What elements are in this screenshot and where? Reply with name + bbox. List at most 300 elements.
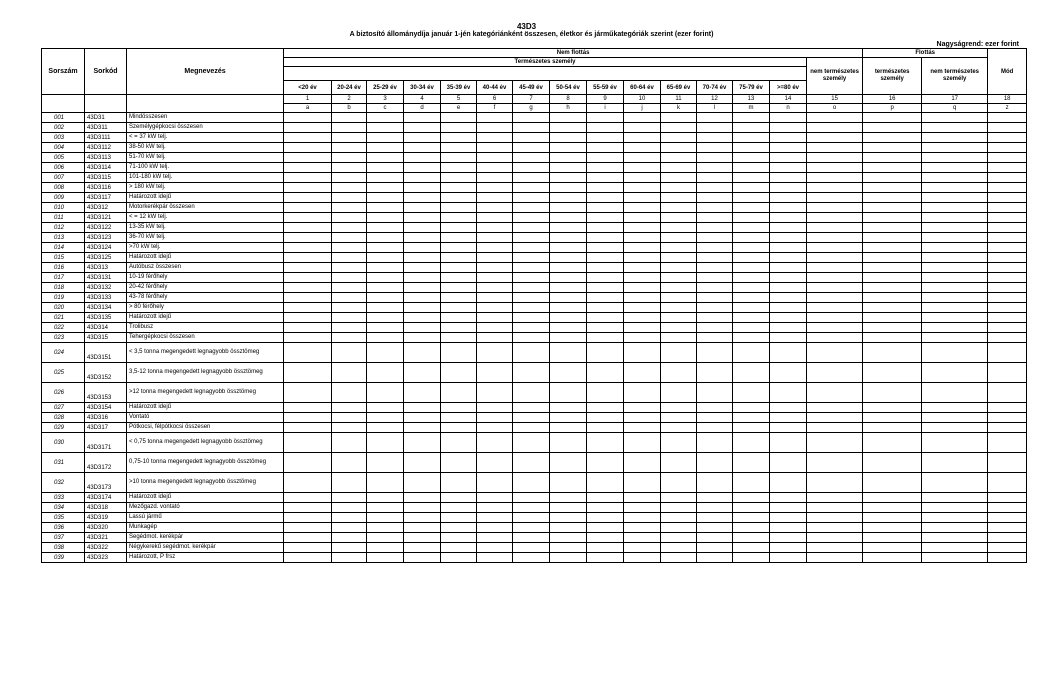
data-cell[interactable]: [587, 343, 624, 363]
data-cell[interactable]: [770, 263, 807, 273]
data-cell[interactable]: [733, 223, 770, 233]
data-cell[interactable]: [863, 273, 922, 283]
data-cell[interactable]: [441, 283, 477, 293]
data-cell[interactable]: [988, 303, 1027, 313]
data-cell[interactable]: [587, 273, 624, 283]
data-cell[interactable]: [733, 303, 770, 313]
data-cell[interactable]: [661, 263, 697, 273]
data-cell[interactable]: [441, 263, 477, 273]
data-cell[interactable]: [697, 123, 733, 133]
data-cell[interactable]: [587, 153, 624, 163]
data-cell[interactable]: [770, 313, 807, 323]
data-cell[interactable]: [733, 123, 770, 133]
data-cell[interactable]: [284, 223, 332, 233]
data-cell[interactable]: [404, 473, 441, 493]
data-cell[interactable]: [922, 513, 988, 523]
data-cell[interactable]: [550, 223, 587, 233]
data-cell[interactable]: [441, 143, 477, 153]
data-cell[interactable]: [441, 383, 477, 403]
data-cell[interactable]: [284, 313, 332, 323]
data-cell[interactable]: [988, 233, 1027, 243]
data-cell[interactable]: [404, 113, 441, 123]
data-cell[interactable]: [332, 223, 367, 233]
data-cell[interactable]: [332, 423, 367, 433]
data-cell[interactable]: [441, 473, 477, 493]
data-cell[interactable]: [477, 403, 513, 413]
data-cell[interactable]: [807, 293, 863, 303]
data-cell[interactable]: [367, 273, 404, 283]
data-cell[interactable]: [441, 323, 477, 333]
data-cell[interactable]: [477, 523, 513, 533]
data-cell[interactable]: [550, 413, 587, 423]
data-cell[interactable]: [550, 143, 587, 153]
data-cell[interactable]: [661, 423, 697, 433]
data-cell[interactable]: [404, 193, 441, 203]
data-cell[interactable]: [477, 503, 513, 513]
data-cell[interactable]: [404, 343, 441, 363]
data-cell[interactable]: [441, 403, 477, 413]
data-cell[interactable]: [922, 363, 988, 383]
data-cell[interactable]: [807, 123, 863, 133]
data-cell[interactable]: [367, 433, 404, 453]
data-cell[interactable]: [807, 253, 863, 263]
data-cell[interactable]: [477, 253, 513, 263]
data-cell[interactable]: [477, 163, 513, 173]
data-cell[interactable]: [332, 523, 367, 533]
data-cell[interactable]: [624, 553, 661, 563]
data-cell[interactable]: [697, 153, 733, 163]
data-cell[interactable]: [624, 333, 661, 343]
data-cell[interactable]: [807, 223, 863, 233]
data-cell[interactable]: [332, 313, 367, 323]
data-cell[interactable]: [624, 493, 661, 503]
data-cell[interactable]: [367, 183, 404, 193]
data-cell[interactable]: [661, 403, 697, 413]
data-cell[interactable]: [661, 313, 697, 323]
data-cell[interactable]: [587, 313, 624, 323]
data-cell[interactable]: [441, 113, 477, 123]
data-cell[interactable]: [770, 473, 807, 493]
data-cell[interactable]: [863, 243, 922, 253]
data-cell[interactable]: [922, 423, 988, 433]
data-cell[interactable]: [404, 403, 441, 413]
data-cell[interactable]: [477, 363, 513, 383]
data-cell[interactable]: [332, 213, 367, 223]
data-cell[interactable]: [513, 293, 550, 303]
data-cell[interactable]: [404, 543, 441, 553]
data-cell[interactable]: [770, 303, 807, 313]
data-cell[interactable]: [367, 473, 404, 493]
data-cell[interactable]: [332, 383, 367, 403]
data-cell[interactable]: [697, 173, 733, 183]
data-cell[interactable]: [513, 233, 550, 243]
data-cell[interactable]: [550, 513, 587, 523]
data-cell[interactable]: [624, 313, 661, 323]
data-cell[interactable]: [697, 543, 733, 553]
data-cell[interactable]: [477, 423, 513, 433]
data-cell[interactable]: [284, 233, 332, 243]
data-cell[interactable]: [863, 293, 922, 303]
data-cell[interactable]: [807, 553, 863, 563]
data-cell[interactable]: [624, 213, 661, 223]
data-cell[interactable]: [988, 123, 1027, 133]
data-cell[interactable]: [661, 123, 697, 133]
data-cell[interactable]: [661, 143, 697, 153]
data-cell[interactable]: [441, 183, 477, 193]
data-cell[interactable]: [513, 163, 550, 173]
data-cell[interactable]: [770, 283, 807, 293]
data-cell[interactable]: [922, 533, 988, 543]
data-cell[interactable]: [863, 283, 922, 293]
data-cell[interactable]: [922, 293, 988, 303]
data-cell[interactable]: [661, 243, 697, 253]
data-cell[interactable]: [733, 213, 770, 223]
data-cell[interactable]: [587, 323, 624, 333]
data-cell[interactable]: [332, 133, 367, 143]
data-cell[interactable]: [587, 133, 624, 143]
data-cell[interactable]: [587, 383, 624, 403]
data-cell[interactable]: [661, 223, 697, 233]
data-cell[interactable]: [441, 313, 477, 323]
data-cell[interactable]: [697, 333, 733, 343]
data-cell[interactable]: [988, 113, 1027, 123]
data-cell[interactable]: [404, 153, 441, 163]
data-cell[interactable]: [770, 503, 807, 513]
data-cell[interactable]: [284, 363, 332, 383]
data-cell[interactable]: [404, 293, 441, 303]
data-cell[interactable]: [332, 143, 367, 153]
data-cell[interactable]: [367, 513, 404, 523]
data-cell[interactable]: [697, 243, 733, 253]
data-cell[interactable]: [697, 383, 733, 403]
data-cell[interactable]: [733, 523, 770, 533]
data-cell[interactable]: [284, 283, 332, 293]
data-cell[interactable]: [587, 173, 624, 183]
data-cell[interactable]: [477, 493, 513, 503]
data-cell[interactable]: [922, 133, 988, 143]
data-cell[interactable]: [477, 213, 513, 223]
data-cell[interactable]: [733, 413, 770, 423]
data-cell[interactable]: [807, 453, 863, 473]
data-cell[interactable]: [513, 323, 550, 333]
data-cell[interactable]: [988, 323, 1027, 333]
data-cell[interactable]: [807, 473, 863, 493]
data-cell[interactable]: [807, 233, 863, 243]
data-cell[interactable]: [988, 503, 1027, 513]
data-cell[interactable]: [477, 413, 513, 423]
data-cell[interactable]: [863, 153, 922, 163]
data-cell[interactable]: [404, 123, 441, 133]
data-cell[interactable]: [624, 383, 661, 403]
data-cell[interactable]: [770, 523, 807, 533]
data-cell[interactable]: [988, 273, 1027, 283]
data-cell[interactable]: [770, 123, 807, 133]
data-cell[interactable]: [624, 323, 661, 333]
data-cell[interactable]: [441, 133, 477, 143]
data-cell[interactable]: [367, 253, 404, 263]
data-cell[interactable]: [367, 313, 404, 323]
data-cell[interactable]: [367, 173, 404, 183]
data-cell[interactable]: [587, 263, 624, 273]
data-cell[interactable]: [332, 513, 367, 523]
data-cell[interactable]: [477, 243, 513, 253]
data-cell[interactable]: [697, 293, 733, 303]
data-cell[interactable]: [661, 323, 697, 333]
data-cell[interactable]: [367, 153, 404, 163]
data-cell[interactable]: [441, 343, 477, 363]
data-cell[interactable]: [922, 543, 988, 553]
data-cell[interactable]: [661, 473, 697, 493]
data-cell[interactable]: [477, 323, 513, 333]
data-cell[interactable]: [661, 383, 697, 403]
data-cell[interactable]: [863, 553, 922, 563]
data-cell[interactable]: [624, 263, 661, 273]
data-cell[interactable]: [284, 423, 332, 433]
data-cell[interactable]: [733, 503, 770, 513]
data-cell[interactable]: [863, 223, 922, 233]
data-cell[interactable]: [988, 183, 1027, 193]
data-cell[interactable]: [513, 363, 550, 383]
data-cell[interactable]: [477, 123, 513, 133]
data-cell[interactable]: [624, 113, 661, 123]
data-cell[interactable]: [284, 413, 332, 423]
data-cell[interactable]: [587, 113, 624, 123]
data-cell[interactable]: [550, 533, 587, 543]
data-cell[interactable]: [404, 523, 441, 533]
data-cell[interactable]: [863, 433, 922, 453]
data-cell[interactable]: [404, 453, 441, 473]
data-cell[interactable]: [550, 153, 587, 163]
data-cell[interactable]: [661, 493, 697, 503]
data-cell[interactable]: [587, 473, 624, 493]
data-cell[interactable]: [332, 173, 367, 183]
data-cell[interactable]: [922, 473, 988, 493]
data-cell[interactable]: [477, 183, 513, 193]
data-cell[interactable]: [863, 313, 922, 323]
data-cell[interactable]: [661, 433, 697, 453]
data-cell[interactable]: [332, 123, 367, 133]
data-cell[interactable]: [404, 173, 441, 183]
data-cell[interactable]: [661, 173, 697, 183]
data-cell[interactable]: [587, 163, 624, 173]
data-cell[interactable]: [367, 543, 404, 553]
data-cell[interactable]: [697, 423, 733, 433]
data-cell[interactable]: [863, 403, 922, 413]
data-cell[interactable]: [404, 183, 441, 193]
data-cell[interactable]: [284, 543, 332, 553]
data-cell[interactable]: [733, 433, 770, 453]
data-cell[interactable]: [550, 183, 587, 193]
data-cell[interactable]: [770, 113, 807, 123]
data-cell[interactable]: [404, 283, 441, 293]
data-cell[interactable]: [770, 533, 807, 543]
data-cell[interactable]: [807, 243, 863, 253]
data-cell[interactable]: [477, 193, 513, 203]
data-cell[interactable]: [807, 403, 863, 413]
data-cell[interactable]: [661, 523, 697, 533]
data-cell[interactable]: [624, 173, 661, 183]
data-cell[interactable]: [624, 513, 661, 523]
data-cell[interactable]: [922, 343, 988, 363]
data-cell[interactable]: [770, 203, 807, 213]
data-cell[interactable]: [863, 473, 922, 493]
data-cell[interactable]: [550, 263, 587, 273]
data-cell[interactable]: [733, 333, 770, 343]
data-cell[interactable]: [770, 193, 807, 203]
data-cell[interactable]: [922, 263, 988, 273]
data-cell[interactable]: [733, 423, 770, 433]
data-cell[interactable]: [661, 363, 697, 383]
data-cell[interactable]: [404, 133, 441, 143]
data-cell[interactable]: [922, 123, 988, 133]
data-cell[interactable]: [624, 233, 661, 243]
data-cell[interactable]: [624, 193, 661, 203]
data-cell[interactable]: [404, 243, 441, 253]
data-cell[interactable]: [770, 413, 807, 423]
data-cell[interactable]: [807, 423, 863, 433]
data-cell[interactable]: [624, 433, 661, 453]
data-cell[interactable]: [988, 433, 1027, 453]
data-cell[interactable]: [988, 453, 1027, 473]
data-cell[interactable]: [922, 183, 988, 193]
data-cell[interactable]: [770, 143, 807, 153]
data-cell[interactable]: [441, 433, 477, 453]
data-cell[interactable]: [863, 543, 922, 553]
data-cell[interactable]: [733, 203, 770, 213]
data-cell[interactable]: [988, 163, 1027, 173]
data-cell[interactable]: [988, 173, 1027, 183]
data-cell[interactable]: [332, 343, 367, 363]
data-cell[interactable]: [587, 203, 624, 213]
data-cell[interactable]: [404, 253, 441, 263]
data-cell[interactable]: [863, 113, 922, 123]
data-cell[interactable]: [624, 123, 661, 133]
data-cell[interactable]: [863, 413, 922, 423]
data-cell[interactable]: [404, 433, 441, 453]
data-cell[interactable]: [284, 473, 332, 493]
data-cell[interactable]: [988, 523, 1027, 533]
data-cell[interactable]: [441, 303, 477, 313]
data-cell[interactable]: [332, 553, 367, 563]
data-cell[interactable]: [284, 343, 332, 363]
data-cell[interactable]: [284, 193, 332, 203]
data-cell[interactable]: [284, 553, 332, 563]
data-cell[interactable]: [988, 223, 1027, 233]
data-cell[interactable]: [441, 173, 477, 183]
data-cell[interactable]: [661, 193, 697, 203]
data-cell[interactable]: [624, 253, 661, 263]
data-cell[interactable]: [807, 413, 863, 423]
data-cell[interactable]: [697, 273, 733, 283]
data-cell[interactable]: [863, 333, 922, 343]
data-cell[interactable]: [441, 333, 477, 343]
data-cell[interactable]: [477, 223, 513, 233]
data-cell[interactable]: [513, 413, 550, 423]
data-cell[interactable]: [367, 553, 404, 563]
data-cell[interactable]: [988, 193, 1027, 203]
data-cell[interactable]: [441, 233, 477, 243]
data-cell[interactable]: [513, 253, 550, 263]
data-cell[interactable]: [624, 273, 661, 283]
data-cell[interactable]: [863, 493, 922, 503]
data-cell[interactable]: [441, 293, 477, 303]
data-cell[interactable]: [807, 163, 863, 173]
data-cell[interactable]: [284, 453, 332, 473]
data-cell[interactable]: [367, 493, 404, 503]
data-cell[interactable]: [367, 213, 404, 223]
data-cell[interactable]: [284, 253, 332, 263]
data-cell[interactable]: [733, 533, 770, 543]
data-cell[interactable]: [513, 123, 550, 133]
data-cell[interactable]: [733, 283, 770, 293]
data-cell[interactable]: [284, 243, 332, 253]
data-cell[interactable]: [661, 253, 697, 263]
data-cell[interactable]: [587, 213, 624, 223]
data-cell[interactable]: [733, 363, 770, 383]
data-cell[interactable]: [367, 223, 404, 233]
data-cell[interactable]: [513, 453, 550, 473]
data-cell[interactable]: [807, 513, 863, 523]
data-cell[interactable]: [697, 403, 733, 413]
data-cell[interactable]: [587, 433, 624, 453]
data-cell[interactable]: [404, 383, 441, 403]
data-cell[interactable]: [332, 163, 367, 173]
data-cell[interactable]: [477, 543, 513, 553]
data-cell[interactable]: [513, 113, 550, 123]
data-cell[interactable]: [477, 283, 513, 293]
data-cell[interactable]: [624, 543, 661, 553]
data-cell[interactable]: [624, 283, 661, 293]
data-cell[interactable]: [587, 193, 624, 203]
data-cell[interactable]: [367, 163, 404, 173]
data-cell[interactable]: [441, 503, 477, 513]
data-cell[interactable]: [284, 113, 332, 123]
data-cell[interactable]: [367, 423, 404, 433]
data-cell[interactable]: [863, 533, 922, 543]
data-cell[interactable]: [441, 243, 477, 253]
data-cell[interactable]: [477, 513, 513, 523]
data-cell[interactable]: [441, 523, 477, 533]
data-cell[interactable]: [697, 453, 733, 473]
data-cell[interactable]: [404, 533, 441, 543]
data-cell[interactable]: [733, 273, 770, 283]
data-cell[interactable]: [697, 343, 733, 363]
data-cell[interactable]: [477, 173, 513, 183]
data-cell[interactable]: [587, 453, 624, 473]
data-cell[interactable]: [404, 493, 441, 503]
data-cell[interactable]: [922, 203, 988, 213]
data-cell[interactable]: [513, 223, 550, 233]
data-cell[interactable]: [550, 493, 587, 503]
data-cell[interactable]: [513, 423, 550, 433]
data-cell[interactable]: [988, 513, 1027, 523]
data-cell[interactable]: [733, 113, 770, 123]
data-cell[interactable]: [404, 143, 441, 153]
data-cell[interactable]: [807, 343, 863, 363]
data-cell[interactable]: [624, 503, 661, 513]
data-cell[interactable]: [733, 493, 770, 503]
data-cell[interactable]: [587, 143, 624, 153]
data-cell[interactable]: [367, 233, 404, 243]
data-cell[interactable]: [284, 163, 332, 173]
data-cell[interactable]: [441, 533, 477, 543]
data-cell[interactable]: [367, 333, 404, 343]
data-cell[interactable]: [922, 253, 988, 263]
data-cell[interactable]: [367, 263, 404, 273]
data-cell[interactable]: [367, 383, 404, 403]
data-cell[interactable]: [733, 293, 770, 303]
data-cell[interactable]: [441, 413, 477, 423]
